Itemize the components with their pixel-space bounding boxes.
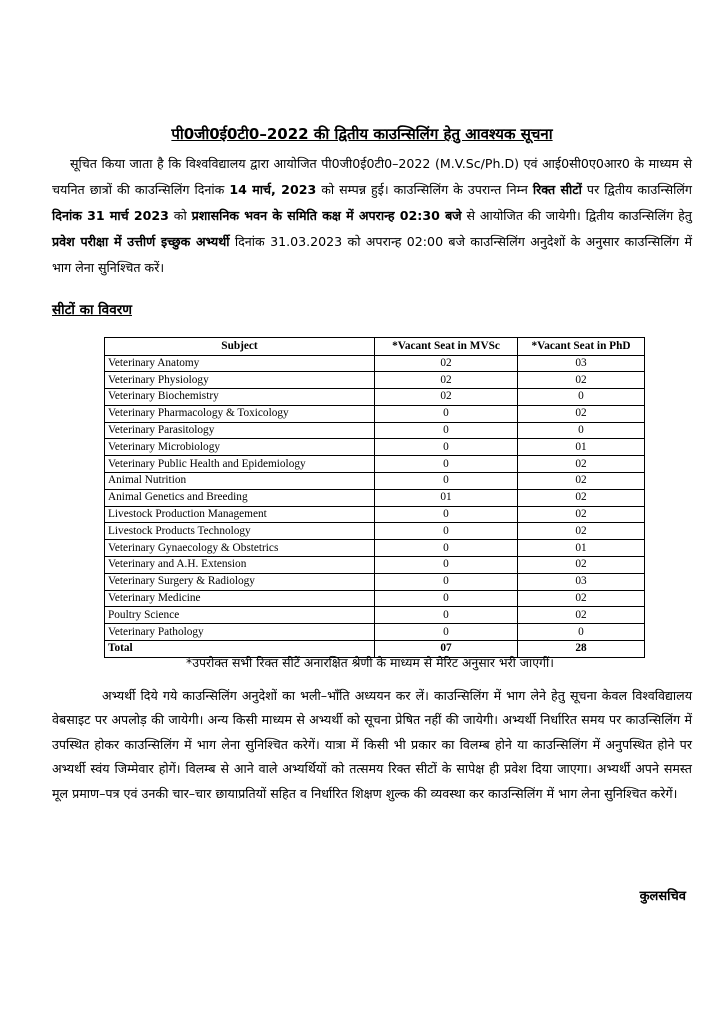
mvsc-seat-cell: 0 (375, 439, 518, 456)
phd-seat-cell: 01 (518, 540, 645, 557)
instructions-paragraph: अभ्यर्थी दिये गये काउन्सिलिंग अनुदेशों का भली–भाँति अध्ययन कर लें। काउन्सिलिंग में भाग लेने हेतु सूचना केवल विश्वविद्यालय वेबसाइट पर अपलोड़ की जायेगी। अन्य किसी माध्यम से अभ्यर्थी को सूचना प्रेषित नहीं की जायेगी। अभ्यर्थी निर्धारित समय पर काउन्सिलिंग में उपस्थित होकर काउन्सिलिंग में भाग लेना सुनिश्चित करेगें। यात्रा में किसी भी प्रकार का विलम्ब होने या काउन्सिलिंग में अनुपस्थित होने पर अभ्यर्थी स्वंय जिम्मेवार होगें। विलम्ब से आने वाले अभ्यर्थियों को तत्समय रिक्त सीटों के सापेक्ष ही प्रवेश दिया जाएगा। अभ्यर्थी अपने समस्त मूल प्रमाण–पत्र एवं उनकी चार–चार छायाप्रतियों सहित व निर्धारित शिक्षण शुल्क की व्यवस्था कर काउन्सिलिंग में भाग लेना सुनिश्चित करेगें। (52, 688, 692, 801)
mvsc-seat-cell: 0 (375, 405, 518, 422)
phd-seat-cell: 02 (518, 405, 645, 422)
subject-cell: Veterinary Pathology (105, 624, 375, 641)
phd-seat-cell: 02 (518, 607, 645, 624)
subject-cell: Veterinary Parasitology (105, 422, 375, 439)
mvsc-seat-cell: 0 (375, 506, 518, 523)
total-phd: 28 (518, 641, 645, 658)
mvsc-seat-cell: 01 (375, 489, 518, 506)
table-header-row (105, 338, 645, 356)
subject-cell: Veterinary Microbiology (105, 439, 375, 456)
subject-cell: Veterinary Pharmacology & Toxicology (105, 405, 375, 422)
table-row (105, 540, 645, 557)
subject-cell: Veterinary and A.H. Extension (105, 557, 375, 574)
phd-seat-cell: 02 (518, 523, 645, 540)
table-row (105, 405, 645, 422)
subject-cell: Animal Nutrition (105, 473, 375, 490)
phd-seat-cell: 02 (518, 557, 645, 574)
mvsc-seat-cell: 0 (375, 607, 518, 624)
total-mvsc: 07 (375, 641, 518, 658)
mvsc-seat-cell: 02 (375, 355, 518, 372)
mvsc-seat-cell: 02 (375, 389, 518, 406)
table-row (105, 624, 645, 641)
table-row (105, 456, 645, 473)
header-subject: Subject (105, 338, 375, 356)
total-label: Total (105, 641, 375, 658)
mvsc-seat-cell: 0 (375, 557, 518, 574)
table-row (105, 473, 645, 490)
phd-seat-cell: 02 (518, 456, 645, 473)
table-row (105, 557, 645, 574)
subject-cell: Poultry Science (105, 607, 375, 624)
mvsc-seat-cell: 0 (375, 590, 518, 607)
vacant-seats-table (104, 337, 645, 658)
subject-cell: Animal Genetics and Breeding (105, 489, 375, 506)
mvsc-seat-cell: 0 (375, 624, 518, 641)
phd-seat-cell: 02 (518, 489, 645, 506)
subject-cell: Veterinary Gynaecology & Obstetrics (105, 540, 375, 557)
mvsc-seat-cell: 0 (375, 540, 518, 557)
table-row (105, 355, 645, 372)
mvsc-seat-cell: 02 (375, 372, 518, 389)
table-row (105, 607, 645, 624)
phd-seat-cell: 01 (518, 439, 645, 456)
subject-cell: Veterinary Surgery & Radiology (105, 573, 375, 590)
table-row (105, 422, 645, 439)
table-note: *उपरोक्त सभी रिक्त सीटें अनारक्षित श्रेणी के माध्यम से मेरिट अनुसार भरी जाएगीं। (186, 655, 554, 670)
subject-cell: Veterinary Public Health and Epidemiology (105, 456, 375, 473)
phd-seat-cell: 02 (518, 372, 645, 389)
mvsc-seat-cell: 0 (375, 523, 518, 540)
phd-seat-cell: 03 (518, 355, 645, 372)
phd-seat-cell: 02 (518, 506, 645, 523)
subject-cell: Livestock Products Technology (105, 523, 375, 540)
mvsc-seat-cell: 0 (375, 422, 518, 439)
header-phd: *Vacant Seat in PhD (518, 338, 645, 356)
phd-seat-cell: 02 (518, 473, 645, 490)
mvsc-seat-cell: 0 (375, 573, 518, 590)
subject-cell: Veterinary Physiology (105, 372, 375, 389)
header-mvsc: *Vacant Seat in MVSc (375, 338, 518, 356)
phd-seat-cell: 0 (518, 389, 645, 406)
table-row (105, 489, 645, 506)
table-row (105, 590, 645, 607)
intro-paragraph: सूचित किया जाता है कि विश्वविद्यालय द्वारा आयोजित पी0जी0ई0टी0–2022 (M.V.Sc/Ph.D) एवं आई0सी0ए0आर0 के माध्यम से चयनित छात्रों की काउन्सिलिंग दिनांक 14 मार्च, 2023 को सम्पन्न हुई। काउन्सिलिंग के उपरान्त निम्न रिक्त सीटों पर द्वितीय काउन्सिलिंग दिनांक 31 मार्च 2023 को प्रशासनिक भवन के समिति कक्ष में अपरान्ह 02:30 बजे से आयोजित की जायेगी। द्वितीय काउन्सिलिंग हेतु प्रवेश परीक्षा में उत्तीर्ण इच्छुक अभ्यर्थी दिनांक 31.03.2023 को अपरान्ह 02:00 बजे काउन्सिलिंग अनुदेशों के अनुसार काउन्सिलिंग में भाग लेना सुनिश्चित करें। (52, 156, 692, 275)
mvsc-seat-cell: 0 (375, 473, 518, 490)
table-row (105, 372, 645, 389)
phd-seat-cell: 03 (518, 573, 645, 590)
mvsc-seat-cell: 0 (375, 456, 518, 473)
phd-seat-cell: 0 (518, 624, 645, 641)
subject-cell: Livestock Production Management (105, 506, 375, 523)
subject-cell: Veterinary Medicine (105, 590, 375, 607)
table-row (105, 523, 645, 540)
table-row (105, 439, 645, 456)
section-heading: सीटों का विवरण (52, 302, 132, 318)
notice-title: पी0जी0ई0टी0–2022 की द्वितीय काउन्सिलिंग हेतु आवश्यक सूचना (171, 125, 553, 143)
table-row (105, 573, 645, 590)
subject-cell: Veterinary Anatomy (105, 355, 375, 372)
signature-registrar: कुलसचिव (639, 889, 686, 904)
table-row (105, 389, 645, 406)
phd-seat-cell: 02 (518, 590, 645, 607)
phd-seat-cell: 0 (518, 422, 645, 439)
subject-cell: Veterinary Biochemistry (105, 389, 375, 406)
table-row (105, 506, 645, 523)
